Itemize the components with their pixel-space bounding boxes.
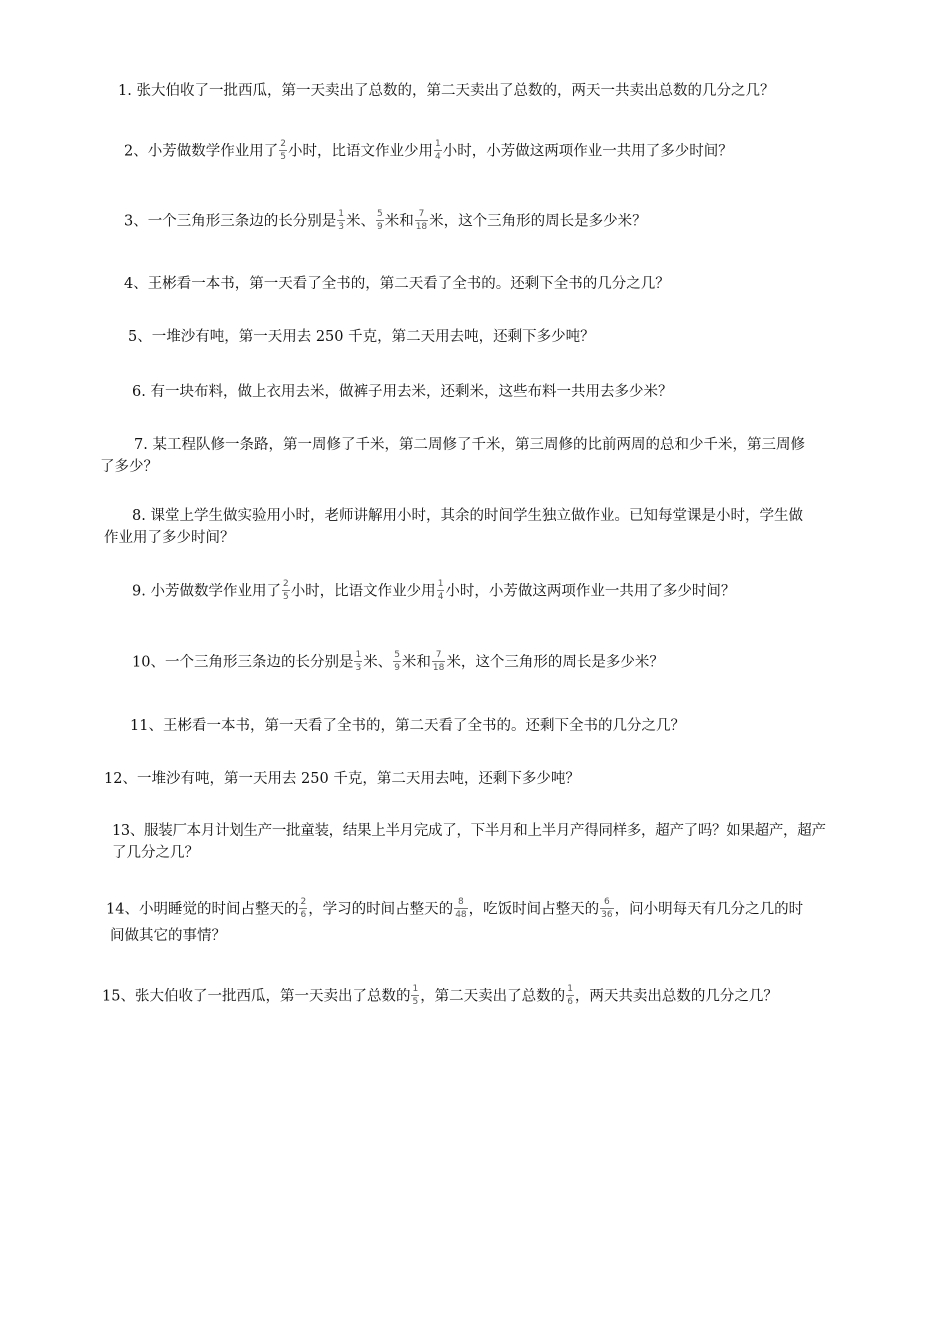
problem-5: [128, 326, 595, 348]
problem-9-text-a: 9. 小芳做数学作业用了: [132, 583, 281, 600]
fraction: $\frac{2}{5}$: [282, 579, 289, 602]
problem-14-text-d: ，问小明每天有几分之几的时: [614, 901, 804, 918]
fraction: $\frac{7}{18}$: [415, 209, 428, 232]
problem-10-text-a: 10、一个三角形三条边的长分别是: [132, 654, 354, 671]
problem-15-text-a: 15、张大伯收了一批西瓜，第一天卖出了总数的: [102, 988, 411, 1005]
problem-3-text-c: 米和: [384, 213, 414, 230]
problem-9-text-c: 小时，小芳做这两项作业一共用了多少时间？: [445, 583, 736, 600]
fraction: $\frac{5}{9}$: [394, 650, 400, 673]
fraction: $\frac{1}{3}$: [338, 209, 344, 232]
problem-10: [132, 651, 664, 674]
problem-13: [112, 820, 826, 864]
problem-7-line-2: 了多少？: [100, 459, 158, 475]
problem-6-text: 6. 有一块布料，做上衣用去米，做裤子用去米，还剩米，这些布料一共用去多少米？: [132, 384, 673, 400]
problem-3-text-b: 米、: [345, 213, 375, 230]
problem-3-text-d: 米，这个三角形的周长是多少米？: [429, 213, 647, 230]
problem-2-text-a: 2、小芳做数学作业用了: [124, 143, 279, 160]
problem-11: [130, 715, 685, 737]
problem-7-line-1: 7. 某工程队修一条路，第一周修了千米，第二周修了千米，第三周修的比前两周的总和少千米，第三周修: [134, 437, 805, 453]
problem-7: [100, 434, 805, 478]
problem-1-text: 1. 张大伯收了一批西瓜，第一天卖出了总数的，第二天卖出了总数的，两天一共卖出总数的几分之几？: [118, 83, 775, 99]
problem-10-text-d: 米，这个三角形的周长是多少米？: [446, 654, 664, 671]
problem-12: [104, 768, 580, 790]
fraction: $\frac{5}{9}$: [376, 209, 383, 232]
problem-8-line-1: 8. 课堂上学生做实验用小时，老师讲解用小时，其余的时间学生独立做作业。已知每堂课是小时，学生做: [132, 508, 803, 524]
problem-2-text-b: 小时，比语文作业少用: [287, 143, 433, 160]
problem-4: [124, 273, 670, 295]
problem-15-text-c: ，两天共卖出总数的几分之几？: [574, 988, 778, 1005]
problem-9-text-b: 小时，比语文作业少用: [290, 583, 436, 600]
fraction: $\frac{1}{4}$: [434, 139, 441, 162]
problem-12-text: 12、一堆沙有吨，第一天用去 250 千克，第二天用去吨，还剩下多少吨？: [104, 771, 580, 787]
fraction: $\frac{1}{6}$: [567, 984, 573, 1007]
problem-14: [106, 898, 803, 947]
problem-5-text: 5、一堆沙有吨，第一天用去 250 千克，第二天用去吨，还剩下多少吨？: [128, 329, 595, 345]
fraction: $\frac{1}{5}$: [412, 984, 419, 1007]
fraction: $\frac{2}{5}$: [280, 139, 286, 162]
problem-8: [104, 505, 803, 549]
problem-2-text-c: 小时，小芳做这两项作业一共用了多少时间？: [442, 143, 733, 160]
problem-14-text-b: ，学习的时间占整天的: [308, 901, 454, 918]
fraction: $\frac{2}{6}$: [300, 897, 307, 920]
problem-14-line-2: 间做其它的事情？: [110, 928, 226, 944]
fraction: $\frac{6}{36}$: [601, 897, 613, 920]
fraction: $\frac{7}{18}$: [432, 650, 445, 673]
problem-15: [102, 985, 778, 1008]
problem-4-text: 4、王彬看一本书，第一天看了全书的，第二天看了全书的。还剩下全书的几分之几？: [124, 276, 670, 292]
problem-8-line-2: 作业用了多少时间？: [104, 530, 235, 546]
problem-14-text-c: ，吃饭时间占整天的: [468, 901, 600, 918]
problem-3-text-a: 3、一个三角形三条边的长分别是: [124, 213, 337, 230]
problem-11-text: 11、王彬看一本书，第一天看了全书的，第二天看了全书的。还剩下全书的几分之几？: [130, 718, 685, 734]
problem-13-line-1: 13、服装厂本月计划生产一批童装，结果上半月完成了，下半月和上半月产得同样多，超产了吗？如果超产，超产: [112, 823, 826, 839]
problem-1: [118, 80, 774, 102]
problem-10-text-b: 米、: [363, 654, 393, 671]
fraction: $\frac{1}{3}$: [355, 650, 362, 673]
problem-3: [124, 210, 647, 233]
problem-10-text-c: 米和: [401, 654, 431, 671]
fraction: $\frac{1}{4}$: [437, 579, 444, 602]
problem-15-text-b: ，第二天卖出了总数的: [420, 988, 566, 1005]
fraction: $\frac{8}{48}$: [455, 897, 467, 920]
problem-9: [132, 580, 735, 603]
problem-14-line-1: [106, 898, 803, 921]
problem-2: [124, 140, 733, 163]
problem-6: [132, 381, 672, 403]
problem-13-line-2: 了几分之几？: [112, 845, 199, 861]
problem-14-text-a: 14、小明睡觉的时间占整天的: [106, 901, 299, 918]
